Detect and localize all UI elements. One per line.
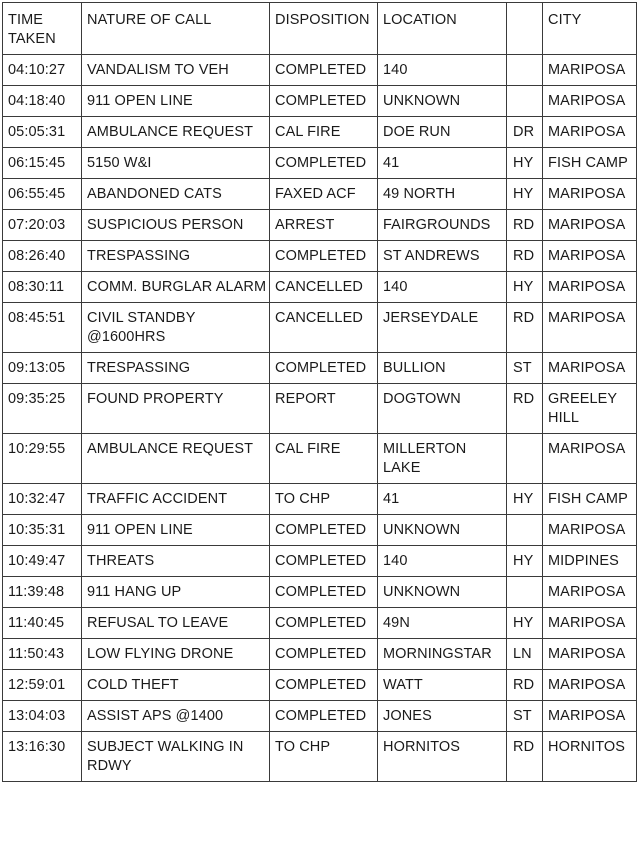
- city-cell: MARIPOSA: [543, 117, 637, 148]
- nature-cell: 911 OPEN LINE: [82, 86, 270, 117]
- time-cell: 07:20:03: [3, 210, 82, 241]
- table-row: [3, 86, 637, 117]
- disposition-cell: TO CHP: [270, 484, 378, 515]
- call-log-body: [3, 55, 637, 782]
- table-row: [3, 701, 637, 732]
- nature-cell: ASSIST APS @1400: [82, 701, 270, 732]
- city-cell: MARIPOSA: [543, 670, 637, 701]
- suffix-cell: RD: [507, 210, 543, 241]
- suffix-cell: HY: [507, 608, 543, 639]
- nature-cell: TRESPASSING: [82, 241, 270, 272]
- header-city: CITY: [543, 3, 637, 55]
- nature-cell: COMM. BURGLAR ALARM: [82, 272, 270, 303]
- location-cell: 49N: [378, 608, 507, 639]
- disposition-cell: CANCELLED: [270, 303, 378, 353]
- time-cell: 04:18:40: [3, 86, 82, 117]
- city-cell: MARIPOSA: [543, 179, 637, 210]
- header-time-taken: TIME TAKEN: [3, 3, 82, 55]
- disposition-cell: COMPLETED: [270, 577, 378, 608]
- time-cell: 09:13:05: [3, 353, 82, 384]
- time-cell: 06:15:45: [3, 148, 82, 179]
- nature-cell: 911 HANG UP: [82, 577, 270, 608]
- disposition-cell: REPORT: [270, 384, 378, 434]
- nature-cell: FOUND PROPERTY: [82, 384, 270, 434]
- city-cell: MARIPOSA: [543, 577, 637, 608]
- nature-cell: TRAFFIC ACCIDENT: [82, 484, 270, 515]
- time-cell: 10:35:31: [3, 515, 82, 546]
- suffix-cell: [507, 577, 543, 608]
- table-row: [3, 732, 637, 782]
- city-cell: MARIPOSA: [543, 608, 637, 639]
- city-cell: MARIPOSA: [543, 303, 637, 353]
- disposition-cell: COMPLETED: [270, 241, 378, 272]
- table-row: [3, 384, 637, 434]
- call-log-document: [2, 2, 637, 782]
- location-cell: BULLION: [378, 353, 507, 384]
- suffix-cell: HY: [507, 272, 543, 303]
- suffix-cell: [507, 515, 543, 546]
- city-cell: MARIPOSA: [543, 272, 637, 303]
- suffix-cell: HY: [507, 179, 543, 210]
- city-cell: MARIPOSA: [543, 515, 637, 546]
- nature-cell: TRESPASSING: [82, 353, 270, 384]
- city-cell: FISH CAMP: [543, 148, 637, 179]
- table-row: [3, 179, 637, 210]
- header-disposition: DISPOSITION: [270, 3, 378, 55]
- header-street-suffix: [507, 3, 543, 55]
- time-cell: 05:05:31: [3, 117, 82, 148]
- table-row: [3, 577, 637, 608]
- table-row: [3, 608, 637, 639]
- location-cell: MILLERTON LAKE: [378, 434, 507, 484]
- city-cell: MARIPOSA: [543, 86, 637, 117]
- time-cell: 08:30:11: [3, 272, 82, 303]
- header-row: [3, 3, 637, 55]
- location-cell: 140: [378, 272, 507, 303]
- suffix-cell: RD: [507, 732, 543, 782]
- time-cell: 08:45:51: [3, 303, 82, 353]
- disposition-cell: COMPLETED: [270, 546, 378, 577]
- suffix-cell: DR: [507, 117, 543, 148]
- time-cell: 09:35:25: [3, 384, 82, 434]
- location-cell: FAIRGROUNDS: [378, 210, 507, 241]
- time-cell: 11:40:45: [3, 608, 82, 639]
- disposition-cell: COMPLETED: [270, 86, 378, 117]
- nature-cell: SUBJECT WALKING IN RDWY: [82, 732, 270, 782]
- location-cell: ST ANDREWS: [378, 241, 507, 272]
- call-log-table: [2, 2, 637, 782]
- table-row: [3, 434, 637, 484]
- disposition-cell: CAL FIRE: [270, 434, 378, 484]
- city-cell: MARIPOSA: [543, 55, 637, 86]
- suffix-cell: [507, 55, 543, 86]
- location-cell: 41: [378, 148, 507, 179]
- time-cell: 08:26:40: [3, 241, 82, 272]
- nature-cell: 5150 W&I: [82, 148, 270, 179]
- location-cell: DOE RUN: [378, 117, 507, 148]
- disposition-cell: COMPLETED: [270, 515, 378, 546]
- nature-cell: 911 OPEN LINE: [82, 515, 270, 546]
- time-cell: 10:49:47: [3, 546, 82, 577]
- table-row: [3, 484, 637, 515]
- suffix-cell: RD: [507, 303, 543, 353]
- location-cell: WATT: [378, 670, 507, 701]
- disposition-cell: CAL FIRE: [270, 117, 378, 148]
- suffix-cell: RD: [507, 241, 543, 272]
- table-row: [3, 670, 637, 701]
- header-location: LOCATION: [378, 3, 507, 55]
- time-cell: 11:50:43: [3, 639, 82, 670]
- location-cell: UNKNOWN: [378, 515, 507, 546]
- time-cell: 11:39:48: [3, 577, 82, 608]
- time-cell: 04:10:27: [3, 55, 82, 86]
- nature-cell: THREATS: [82, 546, 270, 577]
- table-row: [3, 639, 637, 670]
- location-cell: HORNITOS: [378, 732, 507, 782]
- suffix-cell: RD: [507, 670, 543, 701]
- disposition-cell: COMPLETED: [270, 701, 378, 732]
- city-cell: MARIPOSA: [543, 210, 637, 241]
- city-cell: HORNITOS: [543, 732, 637, 782]
- table-row: [3, 210, 637, 241]
- location-cell: UNKNOWN: [378, 86, 507, 117]
- time-cell: 10:32:47: [3, 484, 82, 515]
- table-row: [3, 55, 637, 86]
- time-cell: 12:59:01: [3, 670, 82, 701]
- suffix-cell: [507, 434, 543, 484]
- suffix-cell: RD: [507, 384, 543, 434]
- location-cell: 41: [378, 484, 507, 515]
- suffix-cell: ST: [507, 353, 543, 384]
- disposition-cell: COMPLETED: [270, 353, 378, 384]
- city-cell: FISH CAMP: [543, 484, 637, 515]
- city-cell: MARIPOSA: [543, 701, 637, 732]
- location-cell: 49 NORTH: [378, 179, 507, 210]
- header-nature-of-call: NATURE OF CALL: [82, 3, 270, 55]
- disposition-cell: FAXED ACF: [270, 179, 378, 210]
- table-row: [3, 272, 637, 303]
- location-cell: 140: [378, 546, 507, 577]
- location-cell: 140: [378, 55, 507, 86]
- time-cell: 13:16:30: [3, 732, 82, 782]
- nature-cell: VANDALISM TO VEH: [82, 55, 270, 86]
- nature-cell: COLD THEFT: [82, 670, 270, 701]
- nature-cell: CIVIL STANDBY @1600HRS: [82, 303, 270, 353]
- location-cell: JONES: [378, 701, 507, 732]
- table-row: [3, 546, 637, 577]
- table-row: [3, 353, 637, 384]
- time-cell: 13:04:03: [3, 701, 82, 732]
- table-row: [3, 303, 637, 353]
- table-row: [3, 515, 637, 546]
- location-cell: UNKNOWN: [378, 577, 507, 608]
- city-cell: MARIPOSA: [543, 434, 637, 484]
- disposition-cell: COMPLETED: [270, 148, 378, 179]
- disposition-cell: COMPLETED: [270, 670, 378, 701]
- disposition-cell: COMPLETED: [270, 639, 378, 670]
- disposition-cell: COMPLETED: [270, 608, 378, 639]
- suffix-cell: HY: [507, 546, 543, 577]
- nature-cell: LOW FLYING DRONE: [82, 639, 270, 670]
- city-cell: MARIPOSA: [543, 353, 637, 384]
- location-cell: DOGTOWN: [378, 384, 507, 434]
- city-cell: MARIPOSA: [543, 639, 637, 670]
- suffix-cell: HY: [507, 148, 543, 179]
- suffix-cell: ST: [507, 701, 543, 732]
- suffix-cell: LN: [507, 639, 543, 670]
- location-cell: JERSEYDALE: [378, 303, 507, 353]
- city-cell: GREELEY HILL: [543, 384, 637, 434]
- suffix-cell: [507, 86, 543, 117]
- location-cell: MORNINGSTAR: [378, 639, 507, 670]
- nature-cell: AMBULANCE REQUEST: [82, 434, 270, 484]
- city-cell: MARIPOSA: [543, 241, 637, 272]
- time-cell: 10:29:55: [3, 434, 82, 484]
- table-row: [3, 148, 637, 179]
- city-cell: MIDPINES: [543, 546, 637, 577]
- nature-cell: REFUSAL TO LEAVE: [82, 608, 270, 639]
- disposition-cell: COMPLETED: [270, 55, 378, 86]
- nature-cell: AMBULANCE REQUEST: [82, 117, 270, 148]
- disposition-cell: TO CHP: [270, 732, 378, 782]
- table-row: [3, 241, 637, 272]
- time-cell: 06:55:45: [3, 179, 82, 210]
- suffix-cell: HY: [507, 484, 543, 515]
- table-row: [3, 117, 637, 148]
- disposition-cell: CANCELLED: [270, 272, 378, 303]
- disposition-cell: ARREST: [270, 210, 378, 241]
- nature-cell: ABANDONED CATS: [82, 179, 270, 210]
- nature-cell: SUSPICIOUS PERSON: [82, 210, 270, 241]
